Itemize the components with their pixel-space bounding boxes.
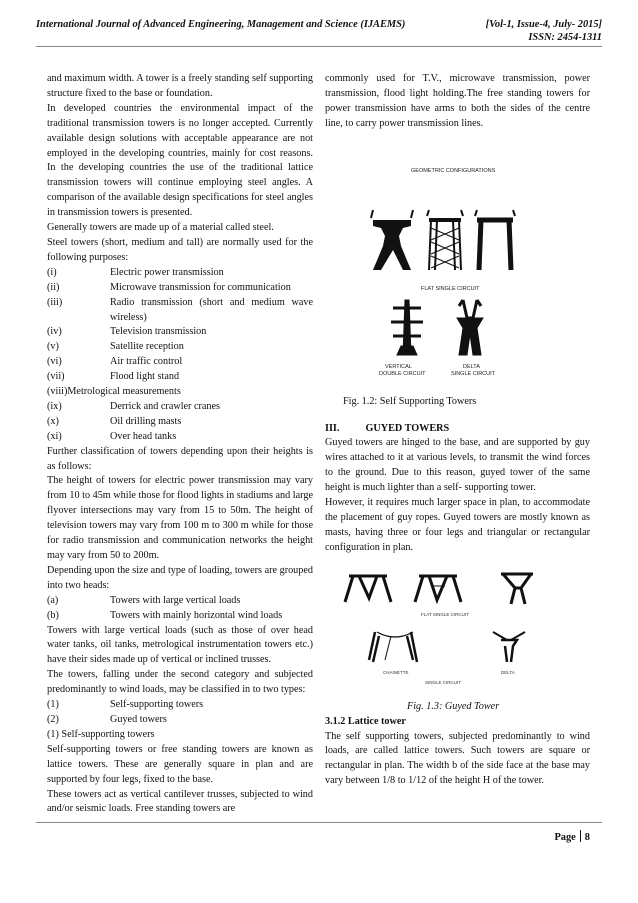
page-number: Page 8	[554, 832, 590, 843]
fig-label: DOUBLE CIRCUIT	[379, 370, 426, 377]
guyed-towers-diagram	[325, 562, 590, 700]
fig-label: SINGLE CIRCUIT	[425, 679, 462, 685]
list-item: (iv) Television transmission	[47, 326, 207, 338]
paragraph: Self-supporting towers or free standing towers are known as lattice towers. These are generally square in plan and are supported by four legs, fixed to the base.	[47, 743, 313, 785]
footer-rule	[36, 822, 602, 823]
list-item: (iii) Radio transmission (short and medium wave wireless)	[47, 296, 313, 323]
list-item: (a) Towers with large vertical loads	[47, 594, 241, 606]
guyed-delta-icon	[493, 632, 525, 662]
paragraph: and maximum width. A tower is a freely standing self supporting structure fixed to the base or foundation.	[47, 73, 313, 99]
subheading: 3.1.2 Lattice tower	[325, 715, 406, 727]
list-item: (xi) Over head tanks	[47, 430, 177, 442]
fig-label: GEOMETRIC CONFIGURATIONS	[411, 167, 496, 174]
paragraph: Further classification of towers depending upon their heights is as follows:	[47, 445, 313, 472]
volume-info: [Vol-1, Issue-4, July- 2015]	[485, 19, 602, 30]
tower-delta-single-icon	[457, 300, 483, 355]
paragraph: The self supporting towers, subjected predominantly to wind loads, are called lattice towers. Such towers are square or rectangular in plan. The width b of the side face at the base may vary between 1/8 to 1/12 of the height H of the tower.	[325, 730, 590, 787]
self-supporting-towers-diagram	[325, 150, 590, 395]
paragraph: Steel towers (short, medium and tall) are normally used for the following purposes:	[47, 236, 313, 263]
list-item: (2) Guyed towers	[47, 713, 167, 725]
fig-label: DELTA	[501, 669, 515, 675]
fig-label: CHAINETTE	[383, 669, 409, 675]
fig-label: FLAT SINGLE CIRCUIT	[421, 611, 469, 617]
guyed-tower-2-icon	[415, 576, 461, 602]
purposes-list	[47, 266, 313, 445]
right-column	[325, 72, 590, 789]
types-list	[47, 698, 313, 728]
issn: ISSN: 2454-1311	[528, 32, 602, 43]
tower-vertical-double-icon	[391, 300, 423, 355]
paragraph: Guyed towers are hinged to the base, and are supported by guy wires attached to it at various levels, to transmit the wind forces to the ground. Due to this reason, guyed tower of the same height is much lighter than a self- supporting tower.	[325, 437, 590, 494]
paragraph: These towers act as vertical cantilever trusses, subjected to wind and/or seismic loads. Free standing towers are	[47, 788, 313, 815]
list-item: (v) Satellite reception	[47, 341, 184, 353]
paragraph: Towers with large vertical loads (such as those of over head water tanks, oil tanks, metrological instrumentation towers etc.) have their sides made up of vertical or inclined trusses.	[47, 624, 313, 666]
guyed-tower-3-icon	[501, 574, 533, 604]
list-item: (b) Towers with mainly horizontal wind loads	[47, 609, 283, 621]
guyed-chainette-icon	[369, 632, 417, 662]
paragraph: The towers, falling under the second category and subjected predominantly to wind loads, may be classified in to two types:	[47, 669, 313, 696]
tower-waisted-icon	[371, 210, 413, 270]
list-item: (vi) Air traffic control	[47, 356, 183, 368]
list-item: (vii) Flood light stand	[47, 371, 180, 383]
paragraph: Depending upon the size and type of loading, towers are grouped into two heads:	[47, 564, 313, 591]
fig-label: DELTA	[463, 363, 480, 370]
figure-self-supporting	[325, 150, 590, 395]
tower-lattice-icon	[427, 210, 463, 270]
journal-title: International Journal of Advanced Engineering, Management and Science (IJAEMS)	[36, 19, 406, 30]
paragraph: In developed countries the environmental impact of the traditional transmission towers is no longer accepted. Currently available design solutions with acceptable appearance are not employed in the developing countries, mainly for cost reasons. In the developing countries the use of the traditional lattice transmission towers will continue employing steel angles. A comparison of the available design specifications for steel angles in transmission towers is presented.	[47, 102, 313, 219]
tower-portal-icon	[475, 210, 515, 270]
list-item: (i) Electric power transmission	[47, 266, 224, 278]
list-item: (x) Oil drilling masts	[47, 415, 182, 427]
heads-list	[47, 594, 313, 624]
subheading: (1) Self-supporting towers	[47, 728, 155, 740]
figure-caption: Fig. 1.2: Self Supporting Towers	[343, 395, 477, 407]
header-rule	[36, 46, 602, 47]
left-column	[47, 72, 313, 817]
fig-label: FLAT SINGLE CIRCUIT	[421, 285, 480, 292]
paragraph: Generally towers are made up of a material called steel.	[47, 222, 274, 234]
list-item: (ix) Derrick and crawler cranes	[47, 400, 221, 412]
fig-label: VERTICAL	[385, 363, 412, 370]
figure-guyed	[325, 562, 590, 700]
figure-caption: Fig. 1.3: Guyed Tower	[407, 700, 500, 712]
list-item: (1) Self-supporting towers	[47, 699, 204, 711]
paragraph: The height of towers for electric power transmission may vary from 10 to 45m while those for flood lights in stadiums and large flyover intersections may vary from 15 to 50m. The height of television towers may vary from 100 m to 300 m while for those for radio transmission and communication networks the height may vary from 50 to 200m.	[47, 475, 313, 561]
paragraph: However, it requires much larger space in plan, to accommodate the placement of guy ropes. Guyed towers are mostly known as masts, having three or four legs and triangular or rectangular configuration in plan.	[325, 497, 590, 553]
paragraph: commonly used for T.V., microwave transmission, power transmission, flood light holding.The free standing towers for power transmission have arms to both the sides of the centre line, to carry power transmission lines.	[325, 73, 590, 129]
list-item: (ii) Microwave transmission for communication	[47, 281, 291, 293]
list-item: (viii) Metrological measurements	[47, 386, 181, 398]
section-heading: III. GUYED TOWERS	[325, 422, 450, 434]
fig-label: SINGLE CIRCUIT	[451, 370, 496, 377]
guyed-tower-1-icon	[345, 576, 391, 602]
